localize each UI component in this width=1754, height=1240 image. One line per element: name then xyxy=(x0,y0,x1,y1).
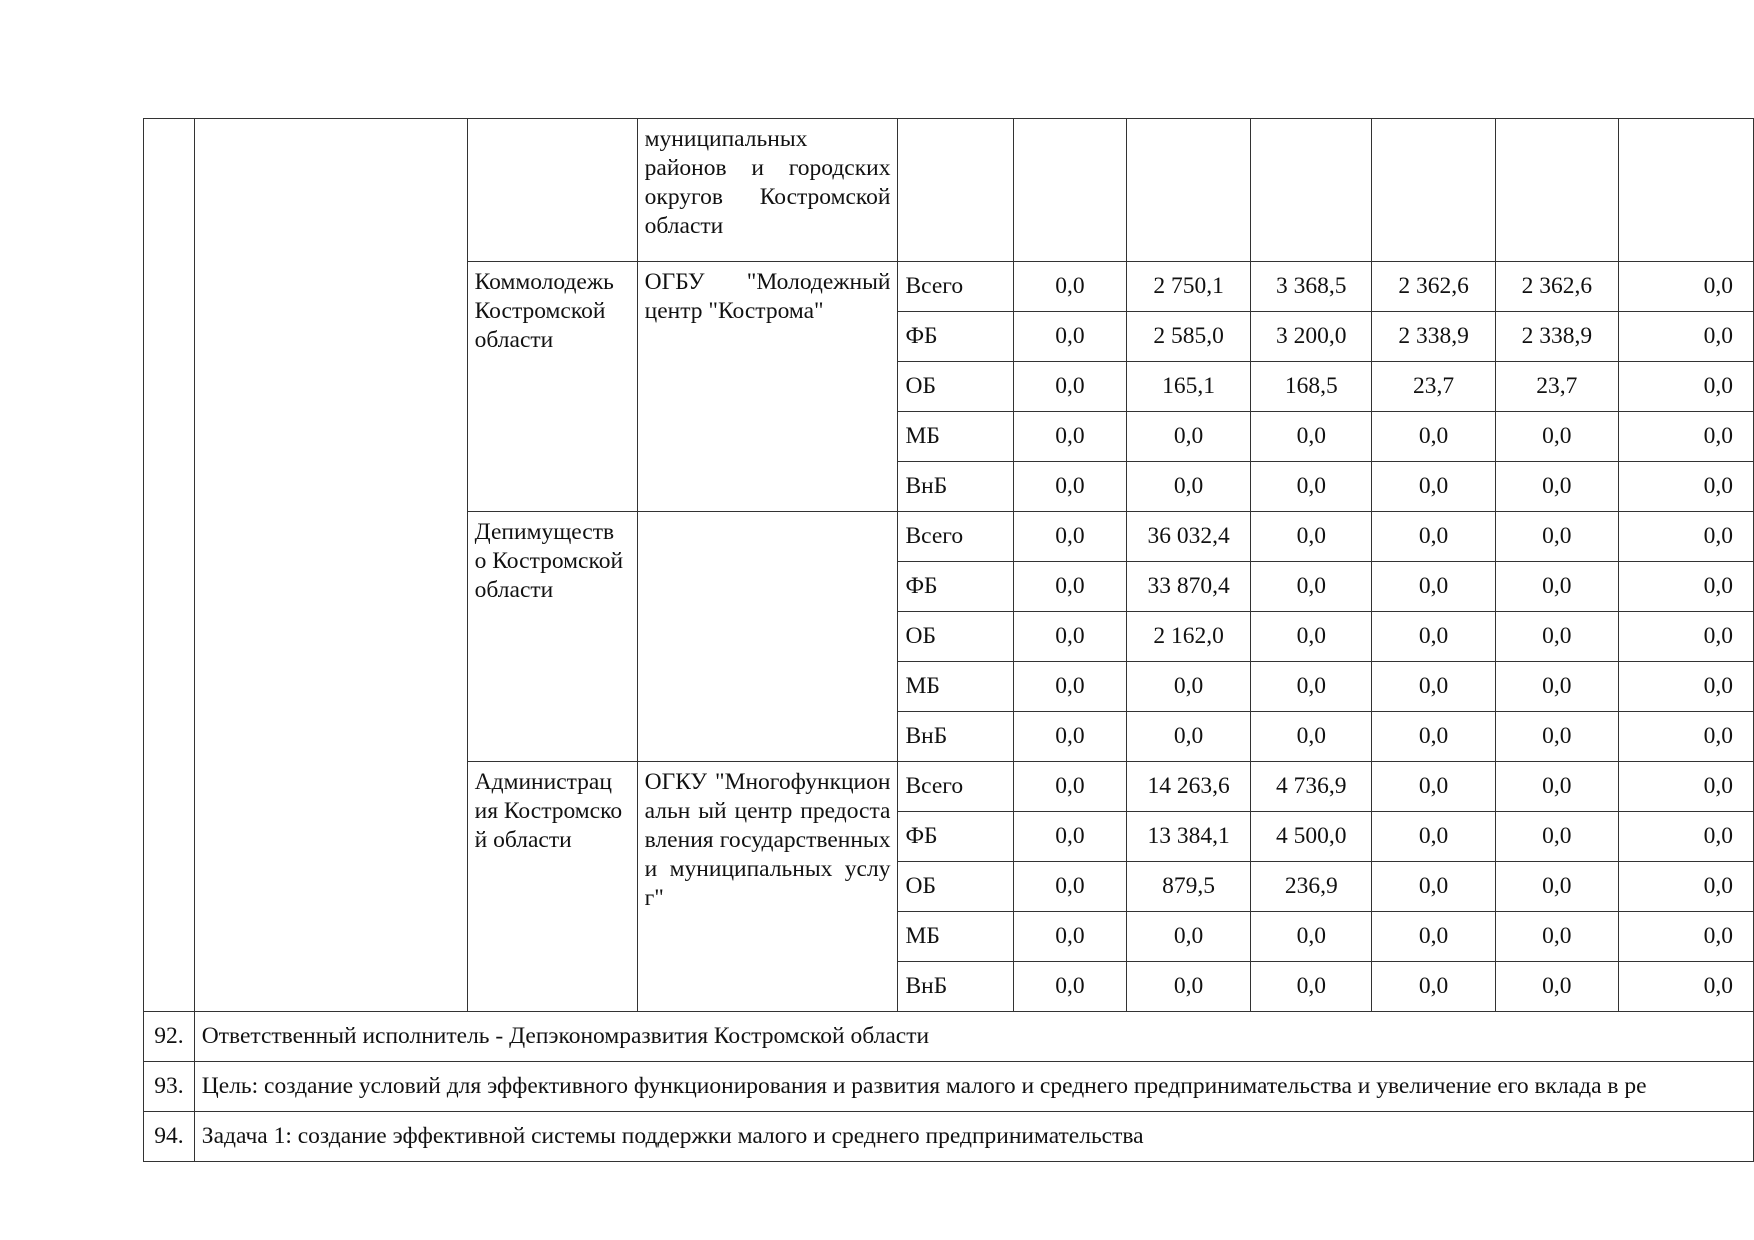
budget-category: МБ xyxy=(898,412,1013,462)
value-cell: 0,0 xyxy=(1372,662,1495,712)
value-cell: 0,0 xyxy=(1618,662,1753,712)
value-cell: 2 362,6 xyxy=(1372,262,1495,312)
value-cell: 4 500,0 xyxy=(1251,812,1372,862)
value-cell: 0,0 xyxy=(1618,712,1753,762)
row-number: 94. xyxy=(144,1112,195,1162)
budget-category: МБ xyxy=(898,662,1013,712)
empty-cell xyxy=(1127,119,1251,262)
value-cell: 2 162,0 xyxy=(1127,612,1251,662)
value-cell: 0,0 xyxy=(1618,562,1753,612)
agency-cell xyxy=(467,119,637,262)
value-cell: 0,0 xyxy=(1495,862,1618,912)
value-cell: 0,0 xyxy=(1618,362,1753,412)
section-row-92 xyxy=(144,1012,1754,1062)
value-cell: 0,0 xyxy=(1495,612,1618,662)
budget-category: ФБ xyxy=(898,812,1013,862)
executor-cell xyxy=(637,512,898,762)
value-cell: 0,0 xyxy=(1618,312,1753,362)
value-cell: 0,0 xyxy=(1618,912,1753,962)
value-cell: 0,0 xyxy=(1013,362,1126,412)
value-cell: 0,0 xyxy=(1013,812,1126,862)
value-cell: 0,0 xyxy=(1372,912,1495,962)
continuation-row xyxy=(144,119,1754,262)
section-text: Ответственный исполнитель - Депэкономразвития Костромской области xyxy=(194,1012,1753,1062)
funding-table xyxy=(143,118,1754,1162)
value-cell: 0,0 xyxy=(1372,512,1495,562)
value-cell: 0,0 xyxy=(1251,912,1372,962)
value-cell: 0,0 xyxy=(1372,412,1495,462)
value-cell: 0,0 xyxy=(1013,512,1126,562)
value-cell: 0,0 xyxy=(1495,912,1618,962)
empty-cell xyxy=(1251,119,1372,262)
value-cell: 0,0 xyxy=(1618,862,1753,912)
value-cell: 0,0 xyxy=(1251,462,1372,512)
value-cell: 0,0 xyxy=(1618,262,1753,312)
budget-category: ВнБ xyxy=(898,712,1013,762)
value-cell: 0,0 xyxy=(1013,562,1126,612)
value-cell: 0,0 xyxy=(1495,762,1618,812)
section-row-94 xyxy=(144,1112,1754,1162)
value-cell: 0,0 xyxy=(1127,462,1251,512)
empty-cell xyxy=(1372,119,1495,262)
value-cell: 0,0 xyxy=(1251,662,1372,712)
empty-cell xyxy=(898,119,1013,262)
executor-cell: муниципальных районов и городских округов Костромской области xyxy=(637,119,898,262)
budget-category: ВнБ xyxy=(898,962,1013,1012)
value-cell: 0,0 xyxy=(1127,912,1251,962)
value-cell: 23,7 xyxy=(1495,362,1618,412)
value-cell: 3 200,0 xyxy=(1251,312,1372,362)
value-cell: 0,0 xyxy=(1013,312,1126,362)
value-cell: 0,0 xyxy=(1495,412,1618,462)
budget-category: Всего xyxy=(898,762,1013,812)
value-cell: 0,0 xyxy=(1251,712,1372,762)
value-cell: 0,0 xyxy=(1618,762,1753,812)
row-number: 93. xyxy=(144,1062,195,1112)
value-cell: 23,7 xyxy=(1372,362,1495,412)
section-row-93 xyxy=(144,1062,1754,1112)
executor-cell: ОГКУ "Многофункциональн ый центр предоставления государственных и муниципальных услуг" xyxy=(637,762,898,1012)
value-cell: 0,0 xyxy=(1013,912,1126,962)
value-cell: 0,0 xyxy=(1251,412,1372,462)
value-cell: 2 750,1 xyxy=(1127,262,1251,312)
value-cell: 0,0 xyxy=(1251,962,1372,1012)
value-cell: 0,0 xyxy=(1372,562,1495,612)
budget-category: ВнБ xyxy=(898,462,1013,512)
value-cell: 0,0 xyxy=(1495,962,1618,1012)
value-cell: 36 032,4 xyxy=(1127,512,1251,562)
value-cell: 0,0 xyxy=(1618,462,1753,512)
value-cell: 0,0 xyxy=(1495,712,1618,762)
value-cell: 0,0 xyxy=(1251,562,1372,612)
budget-category: ОБ xyxy=(898,362,1013,412)
budget-category: Всего xyxy=(898,512,1013,562)
value-cell: 0,0 xyxy=(1013,412,1126,462)
value-cell: 0,0 xyxy=(1495,812,1618,862)
value-cell: 2 585,0 xyxy=(1127,312,1251,362)
value-cell: 0,0 xyxy=(1618,512,1753,562)
budget-category: ОБ xyxy=(898,862,1013,912)
value-cell: 2 338,9 xyxy=(1372,312,1495,362)
value-cell: 0,0 xyxy=(1618,412,1753,462)
value-cell: 0,0 xyxy=(1127,662,1251,712)
value-cell: 4 736,9 xyxy=(1251,762,1372,812)
value-cell: 168,5 xyxy=(1251,362,1372,412)
value-cell: 0,0 xyxy=(1251,612,1372,662)
value-cell: 2 338,9 xyxy=(1495,312,1618,362)
value-cell: 0,0 xyxy=(1372,462,1495,512)
value-cell: 0,0 xyxy=(1127,712,1251,762)
empty-cell xyxy=(1013,119,1126,262)
value-cell: 2 362,6 xyxy=(1495,262,1618,312)
value-cell: 0,0 xyxy=(1495,462,1618,512)
measure-name-cell xyxy=(194,119,467,1012)
value-cell: 0,0 xyxy=(1013,962,1126,1012)
empty-cell xyxy=(1618,119,1753,262)
budget-category: Всего xyxy=(898,262,1013,312)
value-cell: 0,0 xyxy=(1013,662,1126,712)
value-cell: 33 870,4 xyxy=(1127,562,1251,612)
value-cell: 3 368,5 xyxy=(1251,262,1372,312)
agency-cell: Депимуществ о Костромской области xyxy=(467,512,637,762)
value-cell: 0,0 xyxy=(1618,812,1753,862)
value-cell: 0,0 xyxy=(1495,662,1618,712)
value-cell: 0,0 xyxy=(1372,812,1495,862)
value-cell: 236,9 xyxy=(1251,862,1372,912)
value-cell: 13 384,1 xyxy=(1127,812,1251,862)
row-number: 92. xyxy=(144,1012,195,1062)
value-cell: 0,0 xyxy=(1372,862,1495,912)
agency-cell: Администрац ия Костромской области xyxy=(467,762,637,1012)
value-cell: 0,0 xyxy=(1372,712,1495,762)
value-cell: 0,0 xyxy=(1013,462,1126,512)
value-cell: 14 263,6 xyxy=(1127,762,1251,812)
value-cell: 0,0 xyxy=(1013,762,1126,812)
value-cell: 0,0 xyxy=(1495,562,1618,612)
section-text: Задача 1: создание эффективной системы поддержки малого и среднего предпринимательства xyxy=(194,1112,1753,1162)
value-cell: 0,0 xyxy=(1013,862,1126,912)
agency-cell: Коммолодежь Костромской области xyxy=(467,262,637,512)
row-number-cell xyxy=(144,119,195,1012)
empty-cell xyxy=(1495,119,1618,262)
value-cell: 0,0 xyxy=(1618,612,1753,662)
budget-category: ФБ xyxy=(898,562,1013,612)
value-cell: 0,0 xyxy=(1013,262,1126,312)
value-cell: 0,0 xyxy=(1618,962,1753,1012)
value-cell: 0,0 xyxy=(1251,512,1372,562)
value-cell: 0,0 xyxy=(1372,612,1495,662)
value-cell: 0,0 xyxy=(1127,962,1251,1012)
value-cell: 879,5 xyxy=(1127,862,1251,912)
value-cell: 0,0 xyxy=(1372,762,1495,812)
budget-category: ФБ xyxy=(898,312,1013,362)
value-cell: 0,0 xyxy=(1013,712,1126,762)
executor-cell: ОГБУ "Молодежный центр "Кострома" xyxy=(637,262,898,512)
budget-category: ОБ xyxy=(898,612,1013,662)
budget-category: МБ xyxy=(898,912,1013,962)
value-cell: 0,0 xyxy=(1495,512,1618,562)
value-cell: 165,1 xyxy=(1127,362,1251,412)
value-cell: 0,0 xyxy=(1372,962,1495,1012)
value-cell: 0,0 xyxy=(1127,412,1251,462)
value-cell: 0,0 xyxy=(1013,612,1126,662)
section-text: Цель: создание условий для эффективного функционирования и развития малого и среднего предпринимательства и увеличение его вклада в ре xyxy=(194,1062,1753,1112)
